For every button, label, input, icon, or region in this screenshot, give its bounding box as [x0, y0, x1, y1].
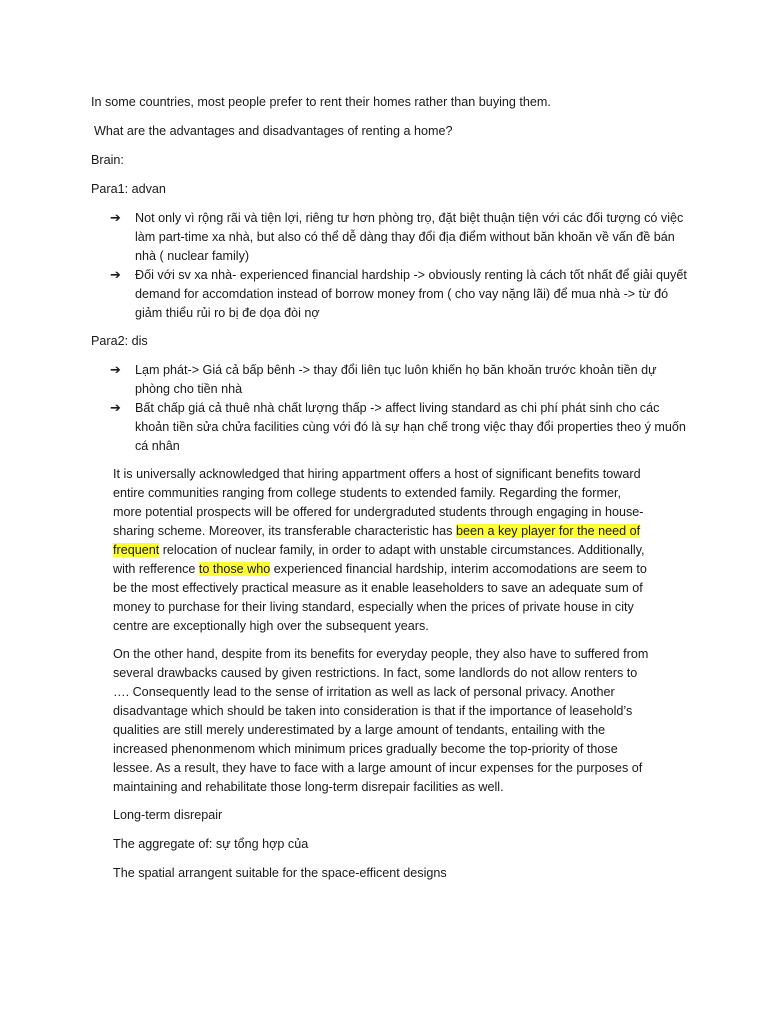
- list-item: [110, 399, 690, 456]
- list-item: [110, 266, 690, 323]
- para1-bullet-list: [110, 209, 690, 323]
- essay-paragraph-disadvantages: On the other hand, despite from its benefits for everyday people, they also have to suffered from several drawbacks caused by given restrictions. In fact, some landlords do not allow renters to …. Consequently lead to the sense of irritation as well as lack of personal privacy. Another disadvantage which should be taken into consideration is that if the importance of leasehold’s qualities are still merely underestimated by a large amount of tendants, entailing with the increased phenonmenom which minimum prices gradually become the top-priority of those lessee. As a result, they have to face with a large amount of incur expenses for the purposes of maintaining and rehabilitate those long-term disrepair facilities as well.: [113, 647, 649, 794]
- arrow-icon: ➔: [110, 268, 121, 283]
- highlighted-text: been a key player for the need of frequent: [113, 524, 641, 557]
- arrow-icon: ➔: [110, 211, 121, 226]
- para2-bullet-list: [110, 361, 690, 456]
- highlighted-text: to those who: [198, 562, 271, 576]
- vocab-note: Long-term disrepair: [113, 808, 223, 822]
- para2-heading: Para2: dis: [91, 334, 148, 348]
- essay-paragraph-advantages: [113, 465, 653, 636]
- essay-prompt: In some countries, most people prefer to rent their homes rather than buying them.: [91, 95, 551, 109]
- essay-text: experienced financial hardship, interim accomodations are seem to be the most effectively practical measure as it enable leaseholders to save an adequate sum of money to purchase for their living standard, especially when the prices of private house in city centre are exceptionally high over the subsequent years.: [113, 562, 647, 633]
- essay-question: What are the advantages and disadvantages of renting a home?: [94, 124, 453, 138]
- list-item: [110, 209, 690, 266]
- vocab-note: The aggregate of: sự tổng hợp của: [113, 837, 309, 851]
- bullet-text: Đối với sv xa nhà- experienced financial hardship -> obviously renting là cách tốt nhất để giải quyết demand for accomdation instead of borrow money from ( cho vay nặng lãi) để mua nhà -> từ đó giảm thiểu rủi ro bị đe dọa đòi nợ: [135, 268, 687, 320]
- bullet-text: Lạm phát-> Giá cả bấp bênh -> thay đổi liên tục luôn khiến họ băn khoăn trước khoản tiền dự phòng cho tiền nhà: [135, 363, 657, 396]
- bullet-text: Not only vì rộng rãi và tiện lợi, riêng tư hơn phòng trọ, đặt biệt thuận tiện với các đối tượng có việc làm part-time xa nhà, but also có thể dễ dàng thay đổi địa điểm without băn khoăn về vấn đề bán nhà ( nuclear family): [135, 211, 684, 263]
- para1-heading: Para1: advan: [91, 182, 166, 196]
- arrow-icon: ➔: [110, 363, 121, 378]
- bullet-text: Bất chấp giá cả thuê nhà chất lượng thấp -> affect living standard as chi phí phát sinh cho các khoản tiền sửa chửa facilities cùng với đó là sự hạn chế trong việc thay đổi properties theo ý muốn cá nhân: [135, 401, 686, 453]
- brain-heading: Brain:: [91, 153, 124, 167]
- arrow-icon: ➔: [110, 401, 121, 416]
- vocab-note: The spatial arrangent suitable for the space-efficent designs: [113, 866, 447, 880]
- list-item: [110, 361, 690, 399]
- essay-text: It is universally acknowledged that hiring appartment offers a host of significant benefits toward entire communities ranging from college students to extended family. Regarding the former, more potential prospects will be offered for undergraduted students through engaging in house-sharing scheme. Moreover, its transferable characteristic has: [113, 467, 644, 538]
- essay-text: relocation of nuclear family, in order to adapt with unstable circumstances. Additionally, with refference: [113, 543, 645, 576]
